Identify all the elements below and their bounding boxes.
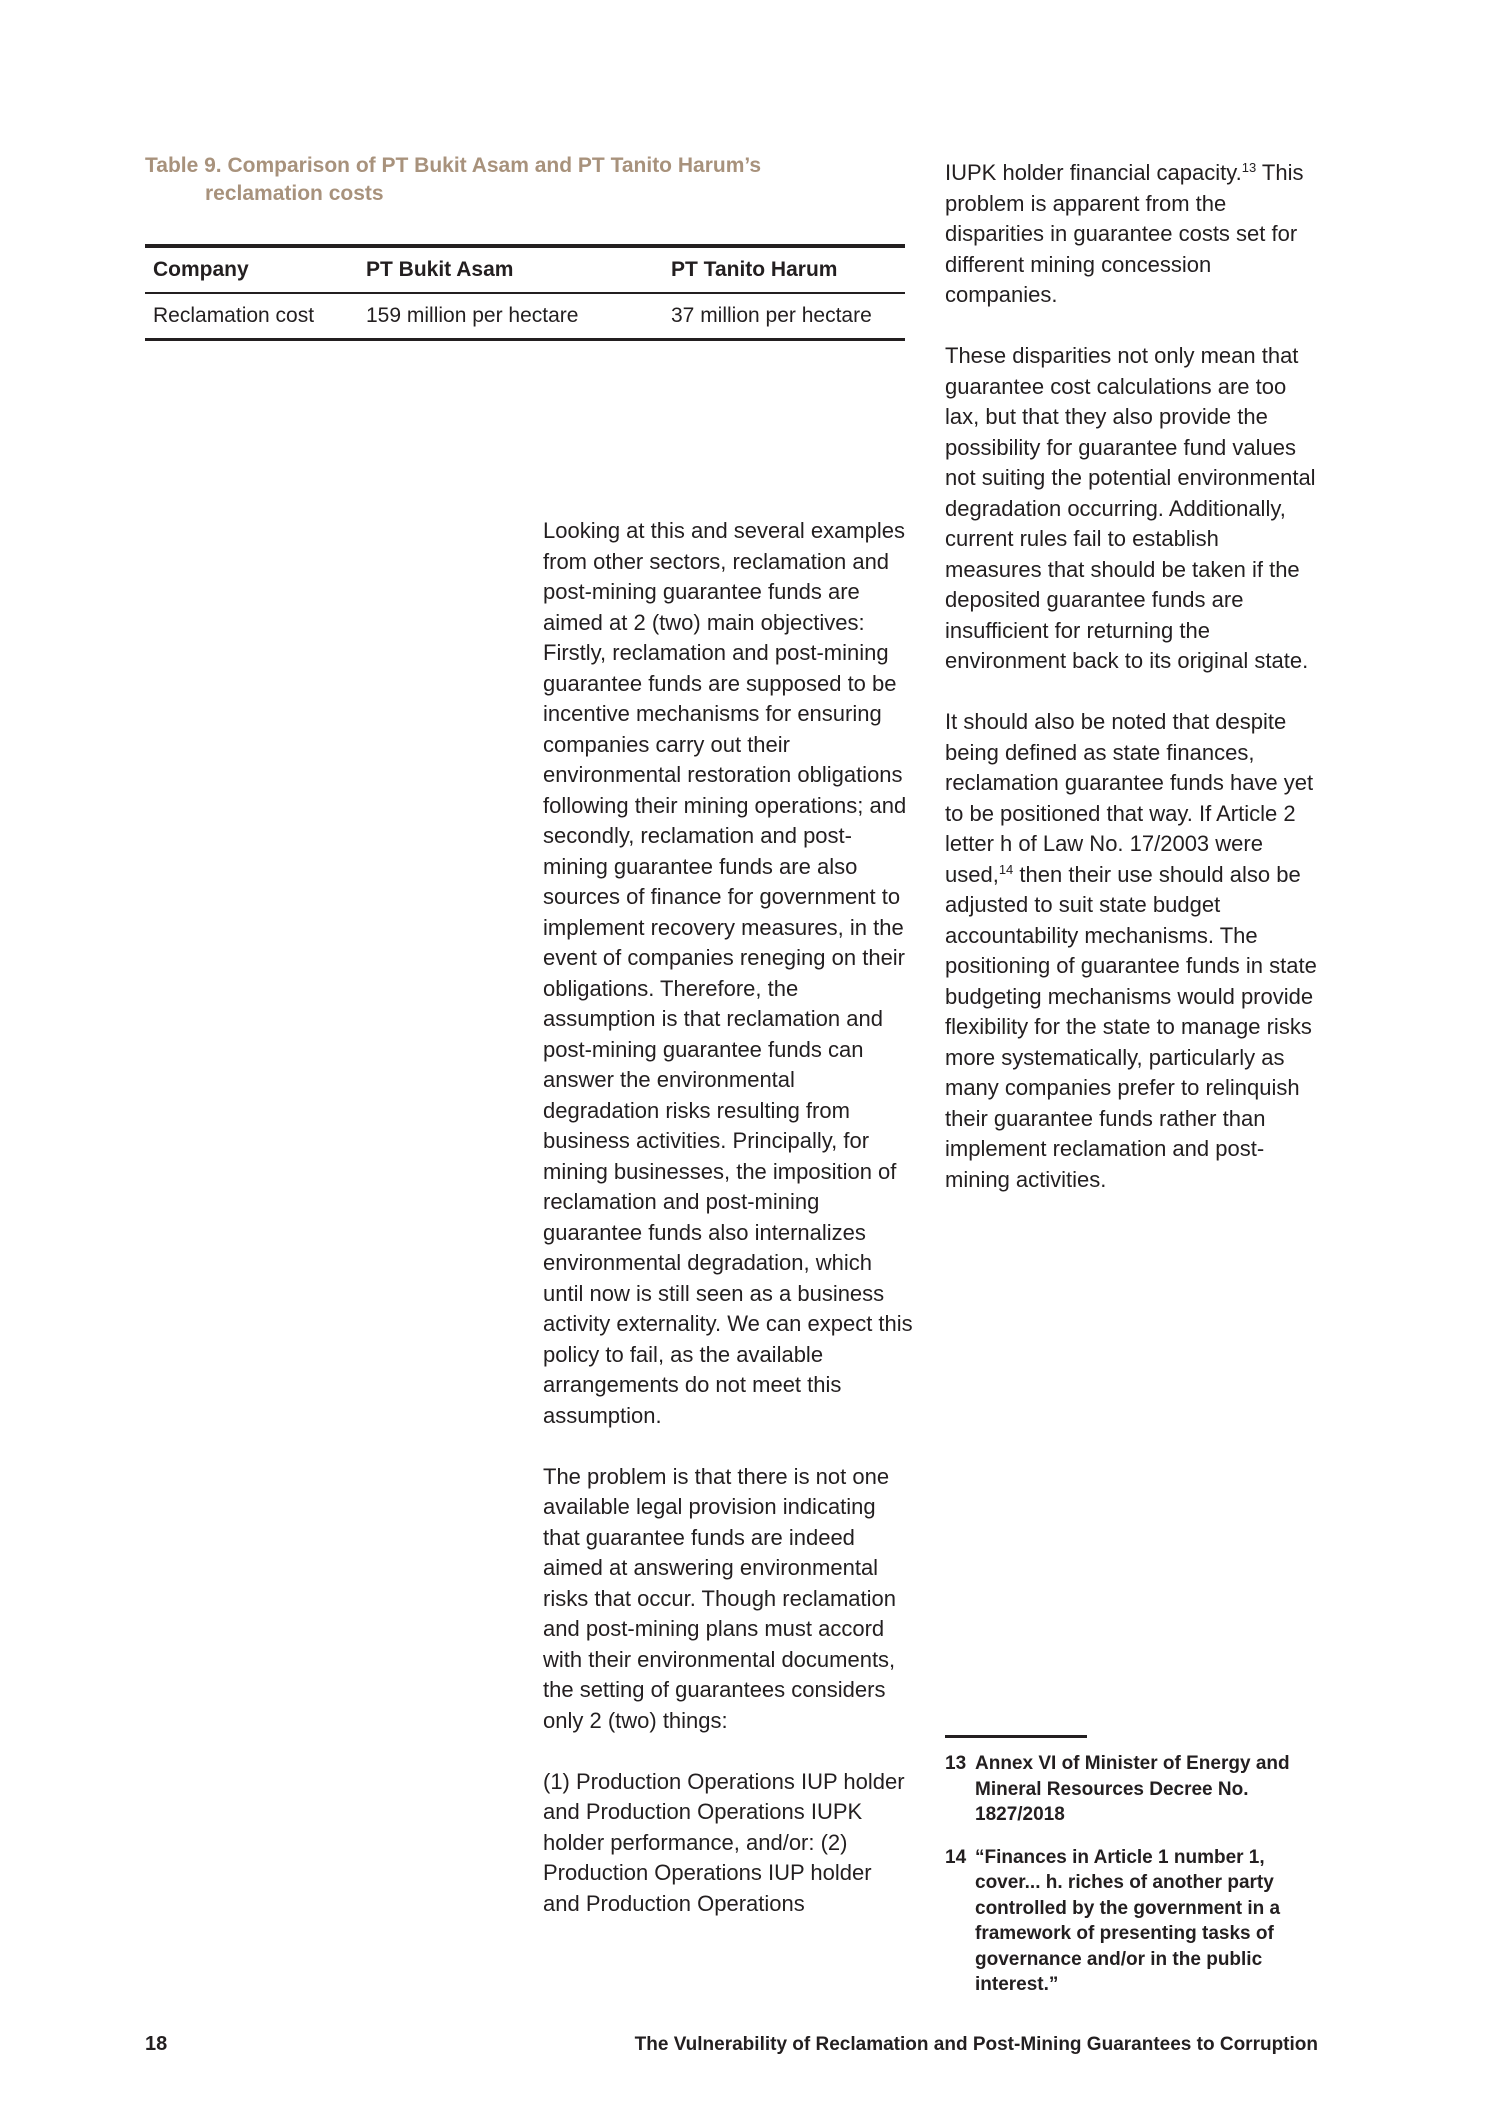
footnote-ref-14: 14 [998, 861, 1014, 877]
paragraph-text: It should also be noted that despite being defined as state finances, reclamation guarantee funds have yet to be positioned that way. If Article 2 letter h of Law No. 17/2003 were used, [945, 709, 1314, 887]
paragraph-text: IUPK holder financial capacity. [945, 160, 1242, 185]
running-footer-title: The Vulnerability of Reclamation and Post-Mining Guarantees to Corruption [634, 2034, 1318, 2055]
paragraph-text: then their use should also be adjusted to suit state budget accountability mechanisms. The positioning of guarantee funds in state budgeting mechanisms would provide flexibility for the state to manage risks more systematically, particularly as many companies prefer to relinquish their guarantee funds rather than implement reclamation and post-mining activities. [945, 861, 1317, 1192]
table-header-company: Company [145, 246, 358, 293]
footnote-13 [945, 1751, 1320, 1828]
body-paragraph: The problem is that there is not one available legal provision indicating that guarantee funds are indeed aimed at answering environmental risks that occur. Though reclamation and post-mining plans must accord with their environmental documents, the setting of guarantees considers only 2 (two) things: [543, 1463, 896, 1733]
footnote-number: 13 [945, 1753, 967, 1774]
cell-bukit-asam-value: 159 million per hectare [366, 304, 579, 327]
table-block [145, 152, 907, 341]
footnote-ref-13: 13 [1241, 160, 1257, 175]
table-caption-label: Table 9. [145, 154, 222, 177]
footnotes-block [945, 1735, 1320, 2015]
footnote-text: Annex VI of Minister of Energy and Mineral Resources Decree No. 1827/2018 [975, 1753, 1290, 1825]
table-caption-text: Comparison of PT Bukit Asam and PT Tanito Harum’s reclamation costs [205, 154, 762, 205]
table-caption [145, 152, 825, 208]
footnote-divider [945, 1735, 1087, 1738]
body-paragraph [945, 158, 1317, 311]
page-number: 18 [145, 2033, 168, 2055]
table-row [145, 293, 905, 340]
footnote-14 [945, 1845, 1320, 1998]
body-paragraph: (1) Production Operations IUP holder and Production Operations IUPK holder performance, and/or: (2) Production Operations IUP holder and Production Operations [543, 1768, 905, 1916]
paragraph-text: This problem is apparent from the disparities in guarantee costs set for different mining concession companies. [945, 160, 1304, 307]
right-text-column [945, 158, 1317, 1195]
body-paragraph: These disparities not only mean that guarantee cost calculations are too lax, but that they also provide the possibility for guarantee fund values not suiting the potential environmental degradation occurring. Additionally, current rules fail to establish measures that should be taken if the deposited guarantee funds are insufficient for returning the environment back to its original state. [945, 343, 1316, 673]
footnote-number: 14 [945, 1846, 967, 1868]
footnote-text: “Finances in Article 1 number 1, cover... h. riches of another party controlled by the government in a framework of presenting tasks of governance and/or in the public interest.” [975, 1846, 1281, 1995]
body-paragraph: Looking at this and several examples from other sectors, reclamation and post-mining guarantee funds are aimed at 2 (two) main objectives: Firstly, reclamation and post-mining guarantee funds are supposed to be incentive mechanisms for ensuring companies carry out their environmental restoration obligations following their mining operations; and secondly, reclamation and post-mining guarantee funds are also sources of finance for government to implement recovery measures, in the event of companies reneging on their obligations. Therefore, the assumption is that reclamation and post-mining guarantee funds can answer the environmental degradation risks resulting from business activities. Principally, for mining businesses, the imposition of reclamation and post-mining guarantee funds also internalizes environmental degradation, which until now is still seen as a business activity externality. We can expect this policy to fail, as the available arrangements do not meet this assumption. [543, 518, 913, 1428]
cell-tanito-harum-value: 37 million per hectare [671, 304, 872, 327]
left-text-column [543, 516, 913, 1919]
body-paragraph [945, 707, 1317, 1195]
comparison-table [145, 244, 905, 341]
table-header-row [145, 246, 905, 293]
table-header-pt-bukit-asam: PT Bukit Asam [358, 246, 663, 293]
table-header-pt-tanito-harum: PT Tanito Harum [663, 246, 905, 293]
cell-reclamation-cost-label: Reclamation cost [153, 304, 315, 327]
